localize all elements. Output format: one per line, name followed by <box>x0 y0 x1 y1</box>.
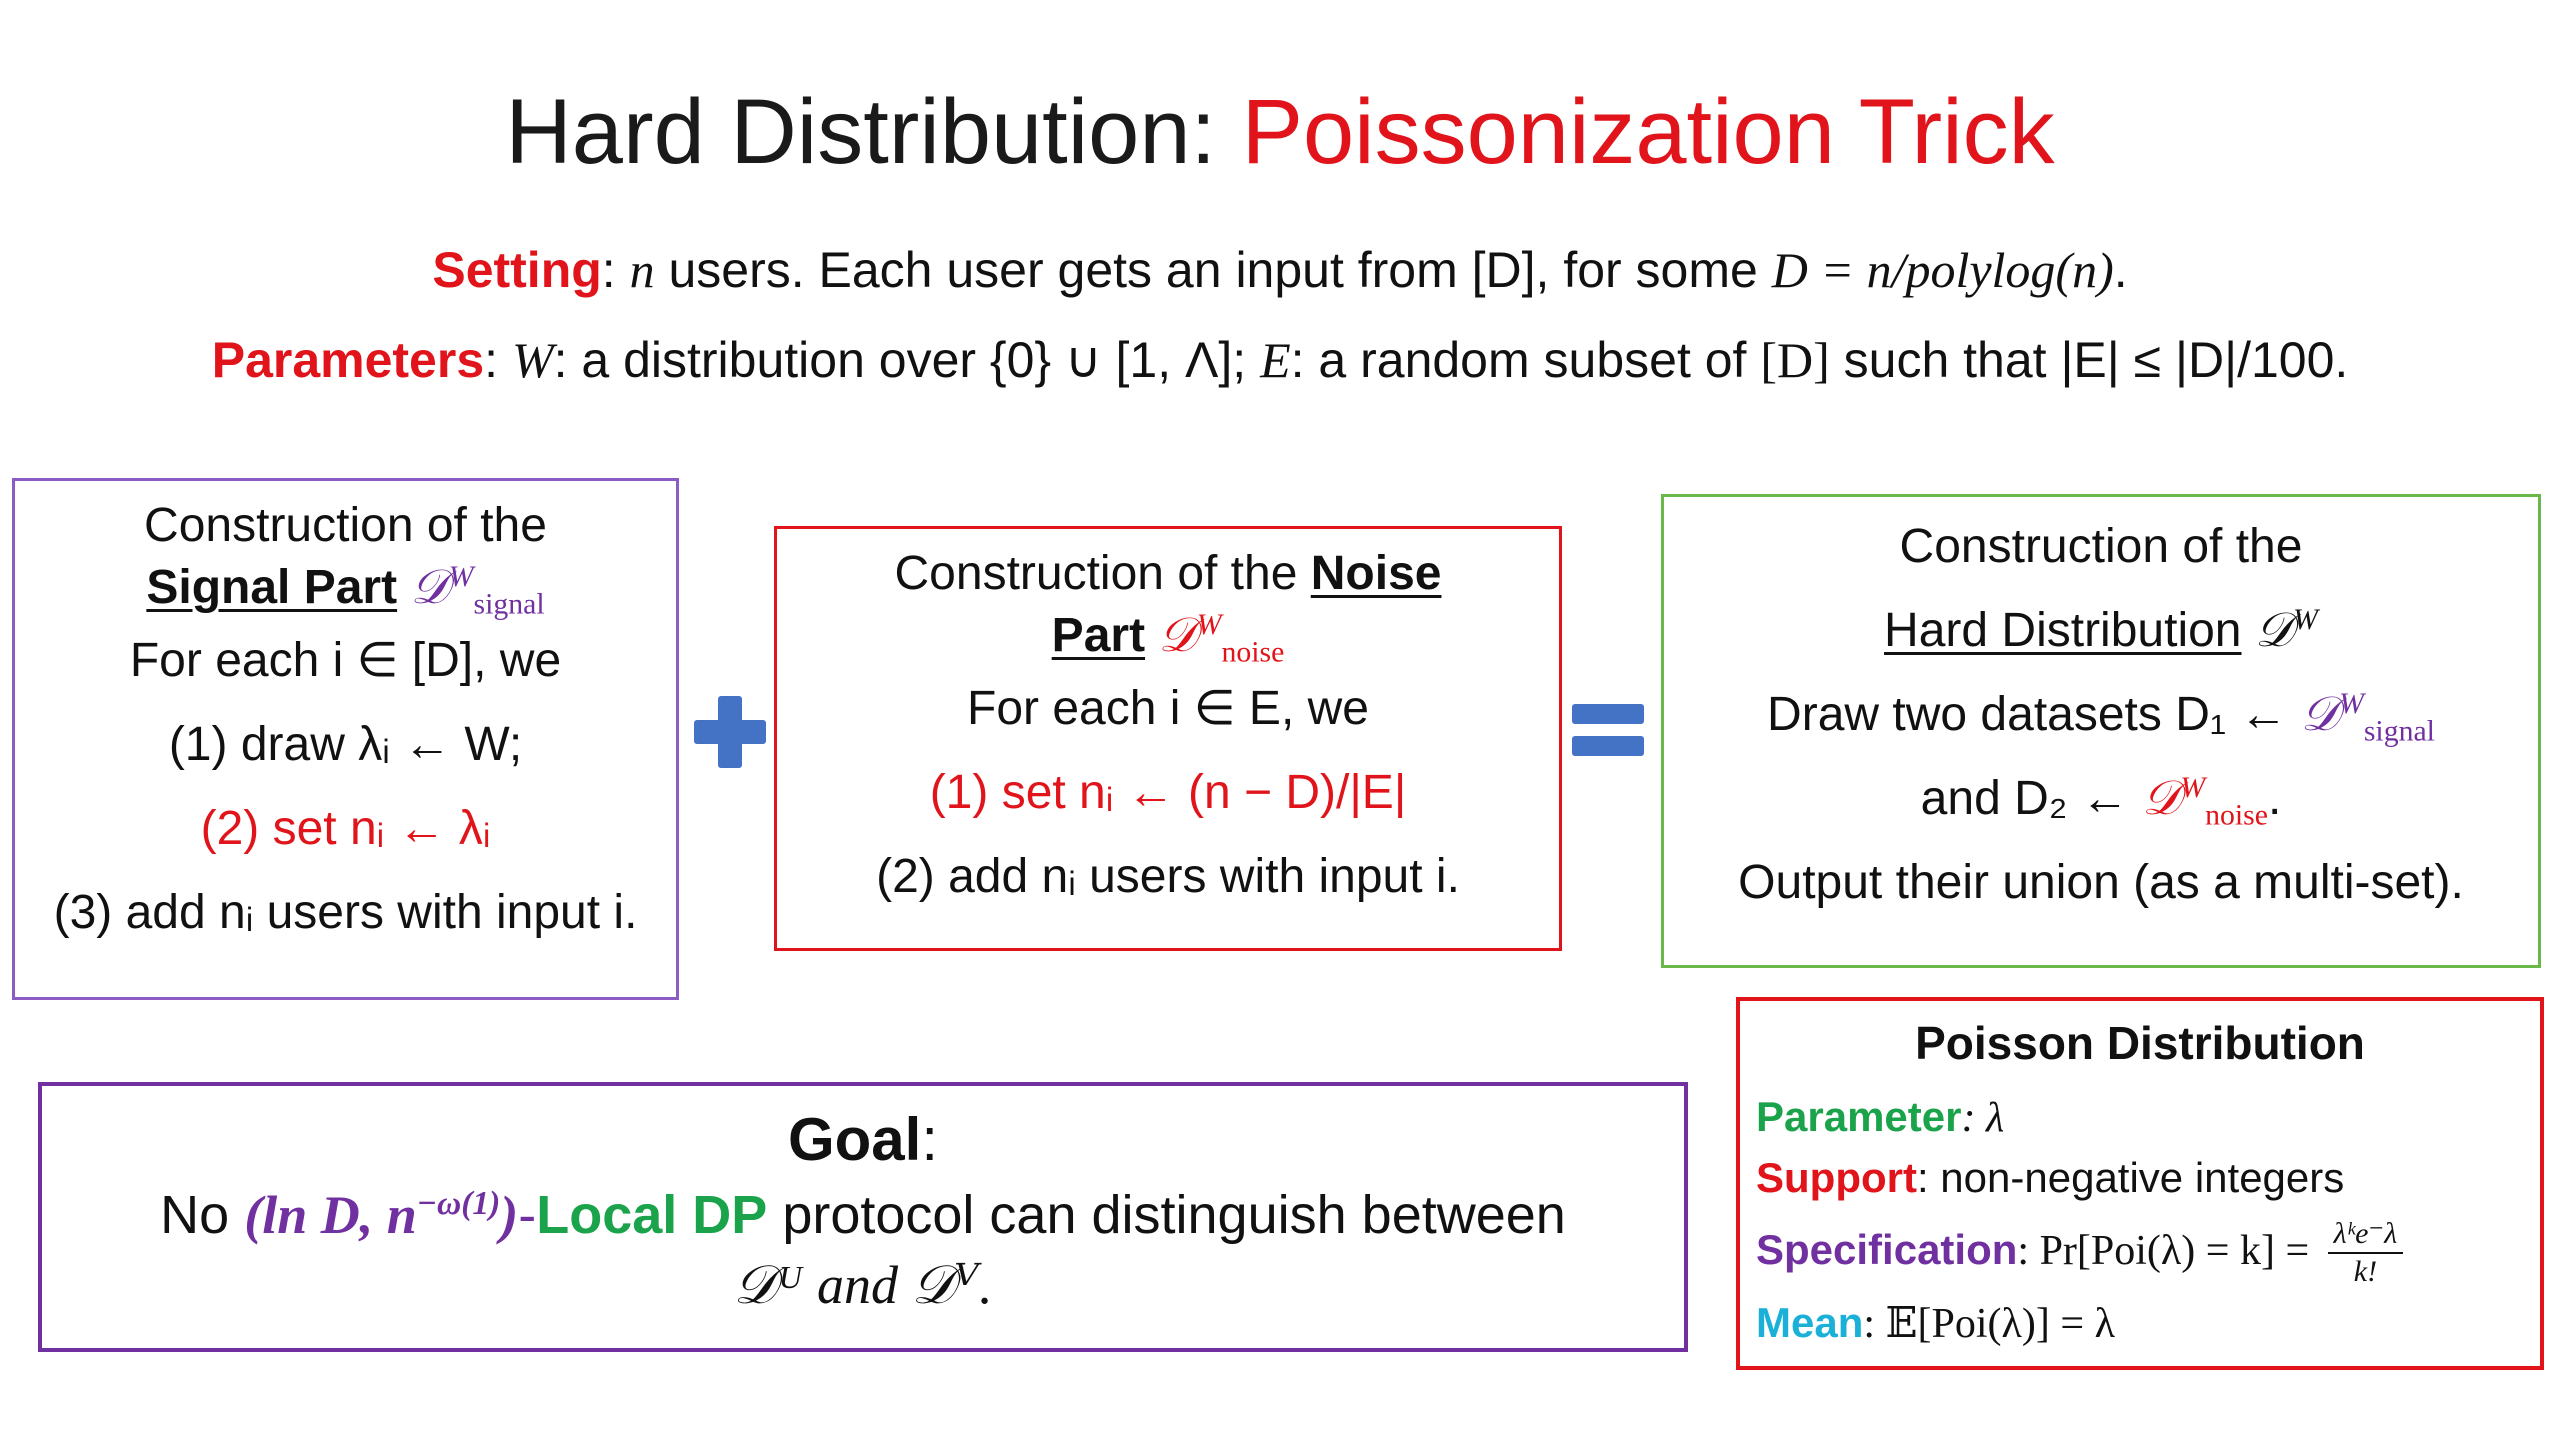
signal-line3: For each i ∈ [D], we <box>129 634 562 687</box>
signal-dist: 𝒟$^W_{signal}$ <box>410 560 545 621</box>
parameters-w: W <box>511 332 554 388</box>
parameters-text3: such that |E| ≤ |D|/100. <box>1829 332 2349 388</box>
noise-heading <box>777 605 1559 667</box>
hard-heading-text: Hard Distribution <box>1884 604 2242 657</box>
noise-line3: For each i ∈ E, we <box>967 682 1369 735</box>
signal-step1: (1) draw λᵢ ← W; <box>168 718 523 771</box>
signal-step2: (2) set nᵢ ← λᵢ <box>200 802 491 855</box>
parameters-e: E <box>1260 332 1291 388</box>
goal-title: Goal: <box>787 1106 939 1173</box>
hard-line4: and D₂ ← 𝒟$^W_{noise}$. <box>1920 771 2282 832</box>
poisson-distribution-box <box>1736 997 2544 1370</box>
parameters-line: Parameters: W: a distribution over {0} ∪ [1, Λ]; E: a random subset of [D] such that |E| ≤ |D|/100. <box>211 332 2349 388</box>
hard-dist: 𝒟$^W$ <box>2254 603 2318 657</box>
setting-n: n <box>629 242 655 298</box>
signal-heading-bold: Signal Part <box>146 561 398 614</box>
signal-part-box <box>12 478 679 1000</box>
poisson-support: Support: non-negative integers <box>1756 1154 2345 1201</box>
hard-heading <box>1664 589 2538 673</box>
signal-heading <box>15 557 676 619</box>
slide-title <box>0 72 2560 192</box>
parameters-text1: : a distribution over {0} ∪ [1, Λ]; <box>553 332 1261 388</box>
hard-line3: Draw two datasets D₁ ← 𝒟$^W_{signal}$ <box>1767 687 2435 748</box>
setting-text: users. Each user gets an input from [D], for some <box>654 242 1772 298</box>
setting-math: D = n/polylog(n) <box>1771 242 2114 298</box>
signal-line1: Construction of the <box>144 499 547 552</box>
plus-icon <box>694 696 766 768</box>
goal-line2: 𝒟ᵁ and 𝒟ⱽ. <box>733 1255 993 1315</box>
poisson-title: Poisson Distribution <box>1915 1017 2365 1069</box>
signal-step3: (3) add nᵢ users with input i. <box>53 886 638 939</box>
goal-line1: No (ln D, $n^{-\omega(1)}$)-Local DP protocol can distinguish between <box>160 1185 1566 1245</box>
poisson-mean: Mean: 𝔼[Poi(λ)] = λ <box>1756 1299 2115 1347</box>
noise-step2: (2) add nᵢ users with input i. <box>876 850 1460 903</box>
setting-end: . <box>2113 242 2128 298</box>
title-prefix: Hard Distribution: <box>505 81 1242 183</box>
title-highlight: Poissonization Trick <box>1241 81 2055 183</box>
poisson-specification: Specification: Pr[Poi(λ) = k] = $\frac{\text{λᵏe⁻λ}}{k!}$ <box>1740 1208 2540 1293</box>
parameters-text2: : a random subset of <box>1290 332 1761 388</box>
hard-line1: Construction of the <box>1899 520 2303 573</box>
goal-box <box>38 1082 1688 1352</box>
equals-icon <box>1572 700 1644 760</box>
noise-part-box <box>774 526 1562 951</box>
parameters-label: Parameters <box>211 332 485 388</box>
setting-line: Setting: n users. Each user gets an input from [D], for some D = n/polylog(n). <box>432 242 2128 298</box>
noise-dist: 𝒟$^W_{noise}$ <box>1158 608 1285 669</box>
setting-label: Setting <box>432 242 602 298</box>
noise-step1: (1) set nᵢ ← (n − D)/|E| <box>929 766 1407 819</box>
noise-line1: Construction of the Noise <box>894 547 1442 600</box>
hard-distribution-box <box>1661 494 2541 968</box>
poisson-parameter: Parameter: λ <box>1756 1093 2005 1141</box>
hard-line5: Output their union (as a multi-set). <box>1738 856 2464 909</box>
noise-heading-bold: Part <box>1051 609 1146 662</box>
parameters-d: [D] <box>1760 332 1830 388</box>
